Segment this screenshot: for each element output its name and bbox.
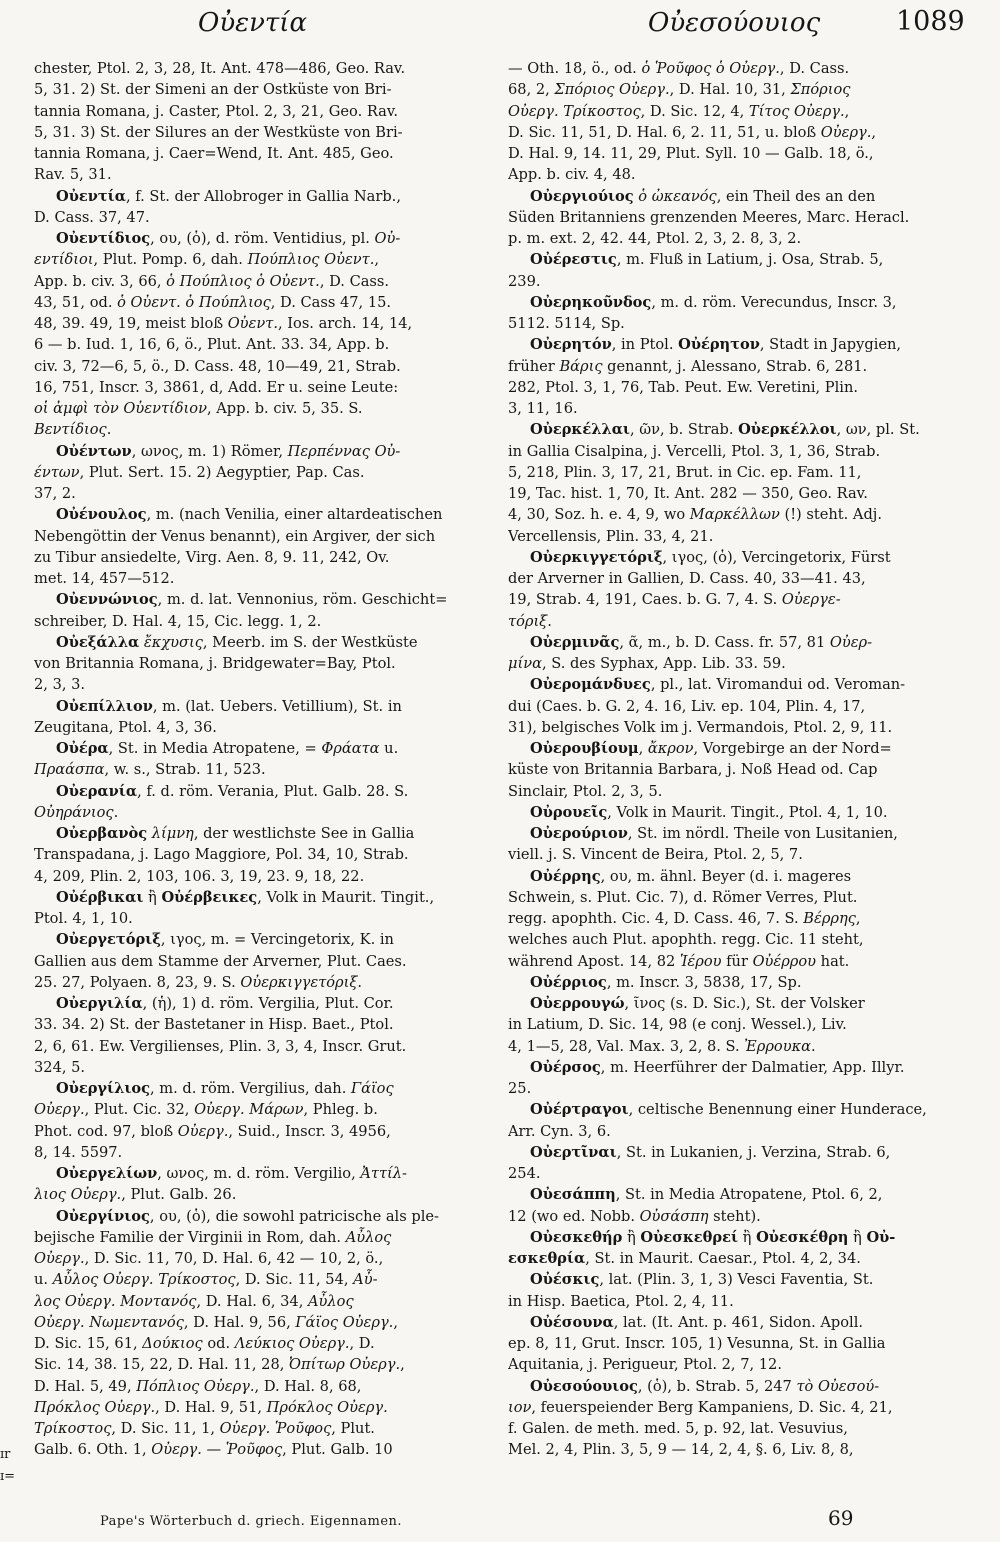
text-line: Οὐεργελίων, ωνος, m. d. röm. Vergilio, Ἀττίλ- — [56, 1165, 407, 1182]
text-line: met. 14, 457—512. — [34, 570, 175, 587]
text-line: 254. — [508, 1165, 541, 1182]
text-line: Οὐέρρης, ου, m. ähnl. Beyer (d. i. mageres — [530, 867, 852, 885]
text-line: f. Galen. de meth. med. 5, p. 92, lat. Vesuvius, — [508, 1420, 848, 1437]
text-line: Οὐερηκοῦνδος, m. d. röm. Verecundus, Inscr. 3, — [530, 293, 897, 311]
page-number: 1089 — [896, 6, 965, 37]
text-line: Transpadana, j. Lago Maggiore, Pol. 34, 10, Strab. — [34, 846, 409, 864]
text-line: Οὐέρα, St. in Media Atropatene, = Φράατα u. — [56, 740, 399, 757]
text-line: Süden Britanniens grenzenden Meeres, Marc. Heracl. — [508, 208, 910, 226]
text-line: Οὐεργ. Τρίκοστος, D. Sic. 12, 4, Τίτος Οὐεργ., — [508, 102, 850, 120]
text-line: Οὐεργίλιος, m. d. röm. Vergilius, dah. Γάϊος — [56, 1080, 394, 1097]
text-line: Τρίκοστος, D. Sic. 11, 1, Οὐεργ. Ῥοῦφος, Plut. — [34, 1420, 375, 1437]
text-line: 5, 218, Plin. 3, 17, 21, Brut. in Cic. ep. Fam. 11, — [508, 463, 862, 481]
text-line: εσκεθρία, St. in Maurit. Caesar., Ptol. 4, 2, 34. — [508, 1250, 861, 1267]
text-line: Ptol. 4, 1, 10. — [34, 910, 133, 927]
text-line: Οὐεργ. Νωμεντανός, D. Hal. 9, 56, Γάϊος Οὐεργ., — [34, 1313, 398, 1331]
text-line: D. Hal. 9, 14. 11, 29, Plut. Syll. 10 — Galb. 18, ö., — [508, 145, 874, 162]
text-line: εντίδιοι, Plut. Pomp. 6, dah. Πούπλιος Οὐεντ., — [34, 251, 380, 269]
text-line: έντων, Plut. Sert. 15. 2) Aegyptier, Pap. Cas. — [34, 463, 365, 481]
text-line: bejische Familie der Virginii in Rom, dah. Αὖλος — [34, 1228, 392, 1246]
text-line: Οὐερβανὸς λίμνη, der westlichste See in Gallia — [56, 825, 415, 842]
text-line: Aquitania, j. Perigueur, Ptol. 2, 7, 12. — [508, 1356, 782, 1374]
text-line: tannia Romana, j. Caer=Wend, It. Ant. 485, Geo. — [34, 145, 394, 162]
text-line: Sinclair, Ptol. 2, 3, 5. — [508, 782, 663, 800]
text-line: 5112. 5114, Sp. — [508, 315, 625, 332]
text-line: zu Tibur ansiedelte, Virg. Aen. 8, 9. 11, 242, Ov. — [34, 548, 390, 566]
text-line: Οὐερτῖναι, St. in Lukanien, j. Verzina, Strab. 6, — [530, 1143, 891, 1161]
text-line: schreiber, D. Hal. 4, 15, Cic. legg. 1, 2. — [34, 612, 322, 630]
text-line: Οὐεσούουιος, (ὁ), b. Strab. 5, 247 τὸ Οὐεσού- — [530, 1377, 880, 1395]
text-line: früher Βάρις genannt, j. Alessano, Strab. 6, 281. — [508, 357, 868, 375]
text-line: Οὐεξάλλα ἔκχυσις, Meerb. im S. der Westküste — [56, 633, 418, 651]
text-line: 4, 30, Soz. h. e. 4, 9, wo Μαρκέλλων (!) steht. Adj. — [508, 506, 882, 524]
page-footer — [0, 1502, 1000, 1542]
text-line: Οὐέρτραγοι, celtische Benennung einer Hunderace, — [530, 1101, 927, 1119]
text-line: civ. 3, 72—6, 5, ö., D. Cass. 48, 10—49, 21, Strab. — [34, 357, 401, 375]
text-line: 2, 3, 3. — [34, 676, 86, 694]
text-line: 282, Ptol. 3, 1, 76, Tab. Peut. Ew. Veretini, Plin. — [508, 378, 858, 396]
text-line: Οὐέσκις, lat. (Plin. 3, 1, 3) Vesci Faventia, St. — [530, 1271, 874, 1289]
text-line: 25. — [508, 1080, 532, 1097]
text-line: λιος Οὐεργ., Plut. Galb. 26. — [34, 1186, 237, 1204]
text-line: Οὐερμινᾶς, ᾶ, m., b. D. Cass. fr. 57, 81 Οὐερ- — [530, 633, 873, 651]
text-line: Οὐερανία, f. d. röm. Verania, Plut. Galb. 28. S. — [56, 782, 409, 800]
text-line: in Hisp. Baetica, Ptol. 2, 4, 11. — [508, 1292, 734, 1310]
text-line: Οὐεντίδιος, ου, (ὁ), d. röm. Ventidius, pl. Οὐ- — [56, 230, 401, 247]
text-line: ιον, feuerspeiender Berg Kampaniens, D. Sic. 4, 21, — [508, 1398, 893, 1416]
text-line: Οὐέρσος, m. Heerführer der Dalmatier, App. Illyr. — [530, 1058, 905, 1076]
text-line: 16, 751, Inscr. 3, 3861, d, Add. Er u. seine Leute: — [34, 378, 399, 396]
text-line: Zeugitana, Ptol. 4, 3, 36. — [34, 718, 217, 736]
text-line: ep. 8, 11, Grut. Inscr. 105, 1) Vesunna, St. in Gallia — [508, 1335, 886, 1352]
text-line: 4, 1—5, 28, Val. Max. 3, 2, 8. S. Ἐρρουκα. — [508, 1037, 816, 1055]
page-header — [0, 0, 1000, 50]
left-running-headword: Οὐεντία — [198, 8, 308, 38]
text-line: Οὐένουλος, m. (nach Venilia, einer altardeatischen — [56, 506, 443, 524]
text-line: D. Hal. 5, 49, Πόπλιος Οὐεργ., D. Hal. 8, 68, — [34, 1377, 362, 1395]
text-line: Mel. 2, 4, Plin. 3, 5, 9 — 14, 2, 4, §. 6, Liv. 8, 8, — [508, 1441, 854, 1459]
text-line: 19, Strab. 4, 191, Caes. b. G. 7, 4. S. Οὐεργε- — [508, 591, 841, 609]
text-line: 48, 39. 49, 19, meist bloß Οὐεντ., Ios. arch. 14, 14, — [34, 315, 413, 332]
text-line: p. m. ext. 2, 42. 44, Ptol. 2, 3, 2. 8, 3, 2. — [508, 230, 802, 247]
margin-marks — [0, 1444, 15, 1488]
text-line: Πραάσπα, w. s., Strab. 11, 523. — [34, 761, 266, 779]
text-line: App. b. civ. 4, 48. — [508, 166, 636, 184]
text-line: Οὐεργιλία, (ἡ), 1) d. röm. Vergilia, Plut. Cor. — [56, 995, 394, 1012]
text-line: Οὐηράνιος. — [34, 803, 119, 821]
text-line: Οὐεσκεθήρ ἢ Οὐεσκεθρεί ἢ Οὐεσκέθρη ἢ Οὐ- — [530, 1228, 896, 1246]
text-line: 31), belgisches Volk im j. Vermandois, Ptol. 2, 9, 11. — [508, 718, 893, 736]
text-line: 37, 2. — [34, 485, 76, 502]
text-line: οἱ ἀμφὶ τὸν Οὐεντίδιον, App. b. civ. 5, 35. S. — [34, 400, 363, 417]
text-line: 324, 5. — [34, 1058, 86, 1076]
text-line: während Apost. 14, 82 Ἱέρου für Οὐέρρου hat. — [508, 952, 850, 970]
text-line: u. Αὖλος Οὐεργ. Τρίκοστος, D. Sic. 11, 54, Αὖ- — [34, 1271, 378, 1289]
right-running-headword: Οὐεσούουιος — [648, 8, 821, 38]
text-line: 19, Tac. hist. 1, 70, It. Ant. 282 — 350, Geo. Rav. — [508, 485, 868, 502]
text-line: Sic. 14, 38. 15, 22, D. Hal. 11, 28, Ὀπίτωρ Οὐεργ., — [34, 1356, 405, 1374]
text-line: Οὐέρβικαι ἢ Οὐέρβεικες, Volk in Maurit. Tingit., — [56, 888, 435, 906]
text-line: Gallien aus dem Stamme der Arverner, Plut. Caes. — [34, 952, 407, 970]
text-line: App. b. civ. 3, 66, ὁ Πούπλιος ὁ Οὐεντ., D. Cass. — [34, 272, 390, 290]
text-line: — Oth. 18, ö., od. ὁ Ῥοῦφος ὁ Οὐεργ., D. Cass. — [508, 60, 850, 77]
text-line: Vercellensis, Plin. 33, 4, 21. — [508, 527, 714, 545]
left-column — [34, 58, 489, 1461]
text-line: Οὐερκέλλαι, ῶν, b. Strab. Οὐερκέλλοι, ων, pl. St. — [530, 421, 920, 439]
text-line: regg. apophth. Cic. 4, D. Cass. 46, 7. S. Βέρρης, — [508, 910, 861, 927]
text-line: D. Cass. 37, 47. — [34, 208, 150, 226]
text-line: 25. 27, Polyaen. 8, 23, 9. S. Οὐερκιγγετόριξ. — [34, 973, 363, 991]
text-line: Οὐεντία, f. St. der Allobroger in Gallia Narb., — [56, 187, 401, 205]
text-line: in Gallia Cisalpina, j. Vercelli, Ptol. 3, 1, 36, Strab. — [508, 442, 881, 460]
text-line: von Britannia Romana, j. Bridgewater=Bay, Ptol. — [34, 655, 396, 672]
text-line: Οὐερητόν, in Ptol. Οὐέρητον, Stadt in Japygien, — [530, 336, 902, 354]
text-line: Οὐρουεῖς, Volk in Maurit. Tingit., Ptol. 4, 1, 10. — [530, 803, 888, 821]
text-line: 8, 14. 5597. — [34, 1143, 123, 1161]
text-line: 6 — b. Iud. 1, 16, 6, ö., Plut. Ant. 33. 34, App. b. — [34, 336, 390, 354]
text-line: Οὐέρεστις, m. Fluß in Latium, j. Osa, Strab. 5, — [530, 251, 884, 269]
text-line: D. Sic. 11, 51, D. Hal. 6, 2. 11, 51, u. bloß Οὐεργ., — [508, 123, 877, 141]
text-line: 239. — [508, 272, 541, 290]
text-line: Οὐεσάππη, St. in Media Atropatene, Ptol. 6, 2, — [530, 1186, 883, 1204]
text-line: Βεντίδιος. — [34, 421, 112, 439]
text-line: Οὐέντων, ωνος, m. 1) Römer, Περπέννας Οὐ- — [56, 442, 401, 460]
margin-mark: ɪ= — [0, 1469, 16, 1484]
text-line: Οὐεπίλλιον, m. (lat. Uebers. Vetillium), St. in — [56, 697, 402, 715]
text-line: 5, 31. 2) St. der Simeni an der Ostküste von Bri- — [34, 81, 392, 99]
text-line: Arr. Cyn. 3, 6. — [508, 1122, 611, 1140]
text-line: viell. j. S. Vincent de Beira, Ptol. 2, 5, 7. — [508, 846, 803, 864]
text-line: Phot. cod. 97, bloß Οὐεργ., Suid., Inscr. 3, 4956, — [34, 1122, 391, 1140]
text-line: chester, Ptol. 2, 3, 28, It. Ant. 478—486, Geo. Rav. — [34, 60, 406, 77]
text-line: Οὐέσουνα, lat. (It. Ant. p. 461, Sidon. Apoll. — [530, 1313, 864, 1331]
text-line: λος Οὐεργ. Μοντανός, D. Hal. 6, 34, Αὖλος — [34, 1292, 354, 1310]
text-line: Nebengöttin der Venus benannt), ein Argiver, der sich — [34, 527, 436, 545]
text-line: tannia Romana, j. Caster, Ptol. 2, 3, 21, Geo. Rav. — [34, 102, 399, 120]
text-line: Οὐέρριος, m. Inscr. 3, 5838, 17, Sp. — [530, 973, 802, 991]
text-line: 2, 6, 61. Ew. Vergilienses, Plin. 3, 3, 4, Inscr. Grut. — [34, 1037, 407, 1055]
text-line: 12 (wo ed. Nobb. Οὐσάσπη steht). — [508, 1207, 761, 1225]
text-line: 3, 11, 16. — [508, 400, 578, 417]
text-line: welches auch Plut. apophth. regg. Cic. 11 steht, — [508, 931, 864, 949]
text-line: D. Sic. 15, 61, Δούκιος od. Λεύκιος Οὐεργ., D. — [34, 1335, 375, 1352]
text-line: der Arverner in Gallien, D. Cass. 40, 33—41. 43, — [508, 570, 866, 587]
text-line: 43, 51, od. ὁ Οὐεντ. ὁ Πούπλιος, D. Cass 47, 15. — [34, 293, 392, 311]
text-line: Rav. 5, 31. — [34, 166, 112, 184]
text-line: Πρόκλος Οὐεργ., D. Hal. 9, 51, Πρόκλος Οὐεργ. — [34, 1398, 388, 1416]
text-line: Οὐεργ., Plut. Cic. 32, Οὐεργ. Μάρων, Phleg. b. — [34, 1101, 378, 1119]
text-line: Οὐερουβίουμ, ἄκρον, Vorgebirge an der Nord= — [530, 740, 892, 757]
text-line: Οὐερούριον, St. im nördl. Theile von Lusitanien, — [530, 825, 898, 842]
text-line: Οὐερρουγώ, ῖνος (s. D. Sic.), St. der Volsker — [530, 995, 865, 1012]
text-line: 4, 209, Plin. 2, 103, 106. 3, 19, 23. 9, 18, 22. — [34, 867, 365, 885]
text-line: in Latium, D. Sic. 14, 98 (e conj. Wessel.), Liv. — [508, 1016, 847, 1034]
text-line: 5, 31. 3) St. der Silures an der Westküste von Bri- — [34, 123, 403, 141]
text-line: Οὐερκιγγετόριξ, ιγος, (ὁ), Vercingetorix, Fürst — [530, 548, 891, 566]
text-line: 68, 2, Σπόριος Οὐεργ., D. Hal. 10, 31, Σπόριος — [508, 81, 851, 99]
right-column — [508, 58, 963, 1461]
text-line: Οὐεργιούιος ὁ ὠκεανός, ein Theil des an den — [530, 187, 876, 205]
text-line: Galb. 6. Oth. 1, Οὐεργ. — Ῥοῦφος, Plut. Galb. 10 — [34, 1441, 393, 1459]
signature-mark: 69 — [828, 1506, 854, 1530]
text-line: dui (Caes. b. G. 2, 4. 16, Liv. ep. 104, Plin. 4, 17, — [508, 697, 866, 715]
book-title-footer: Pape's Wörterbuch d. griech. Eigennamen. — [100, 1514, 403, 1529]
text-line: 33. 34. 2) St. der Bastetaner in Hisp. Baet., Ptol. — [34, 1016, 394, 1034]
text-line: Οὐεργ., D. Sic. 11, 70, D. Hal. 6, 42 — 10, 2, ö., — [34, 1250, 384, 1267]
text-line: küste von Britannia Barbara, j. Noß Head od. Cap — [508, 761, 878, 779]
text-line: μίνα, S. des Syphax, App. Lib. 33. 59. — [508, 655, 786, 672]
margin-mark: ɪr — [0, 1447, 11, 1462]
text-line: Schwein, s. Plut. Cic. 7), d. Römer Verres, Plut. — [508, 888, 858, 906]
text-line: Οὐεργετόριξ, ιγος, m. = Vercingetorix, K. in — [56, 931, 394, 949]
text-line: Οὐερομάνδυες, pl., lat. Viromandui od. Veroman- — [530, 676, 906, 694]
text-line: Οὐεργίνιος, ου, (ὁ), die sowohl patricische als ple- — [56, 1207, 439, 1225]
text-line: τόριξ. — [508, 612, 552, 630]
text-line: Οὐεννώνιος, m. d. lat. Vennonius, röm. Geschicht= — [56, 591, 448, 609]
